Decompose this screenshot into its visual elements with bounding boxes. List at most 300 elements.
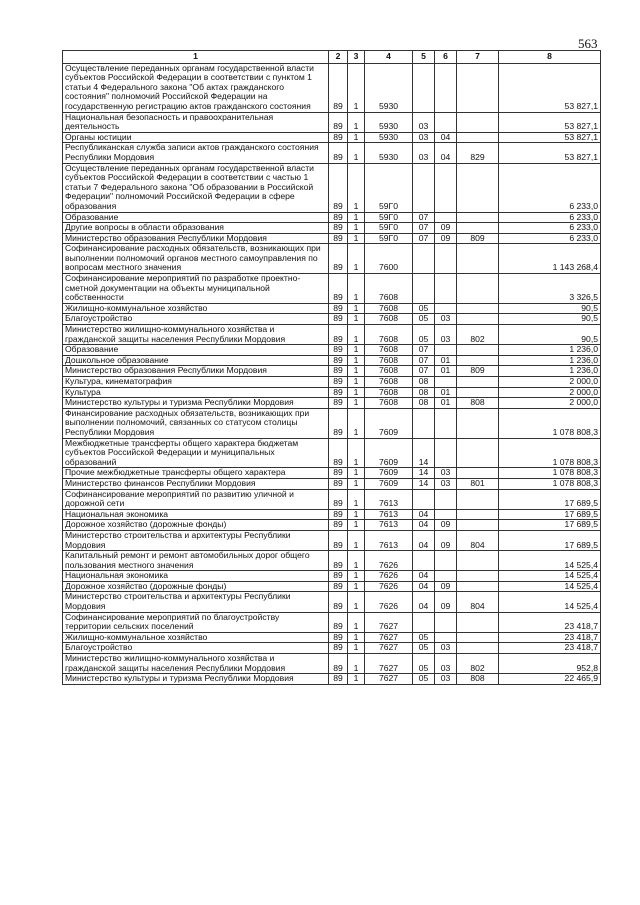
code-cell: 1 <box>348 489 365 509</box>
code-cell: 7613 <box>365 489 413 509</box>
name-cell: Дорожное хозяйство (дорожные фонды) <box>63 520 329 531</box>
name-cell: Национальная экономика <box>63 509 329 520</box>
code-cell: 7613 <box>365 530 413 550</box>
ministry-cell: 802 <box>457 325 499 345</box>
section-cell: 05 <box>413 632 435 643</box>
section-cell: 04 <box>413 509 435 520</box>
code-cell: 7609 <box>365 438 413 468</box>
table-row <box>63 509 601 520</box>
code-cell: 89 <box>329 612 348 632</box>
amount-cell: 17 689,5 <box>499 489 601 509</box>
code-cell: 89 <box>329 377 348 388</box>
amount-cell: 1 078 808,3 <box>499 408 601 438</box>
code-cell: 1 <box>348 314 365 325</box>
table-row <box>63 387 601 398</box>
code-cell: 7608 <box>365 398 413 409</box>
ministry-cell <box>457 520 499 531</box>
code-cell: 7626 <box>365 592 413 612</box>
name-cell: Жилищно-коммунальное хозяйство <box>63 303 329 314</box>
code-cell: 59Г0 <box>365 223 413 234</box>
table-row <box>63 643 601 654</box>
code-cell: 7608 <box>365 377 413 388</box>
table-row <box>63 112 601 132</box>
ministry-cell: 829 <box>457 143 499 163</box>
section-cell: 07 <box>413 212 435 223</box>
code-cell: 89 <box>329 223 348 234</box>
header-cell: 3 <box>348 51 365 64</box>
code-cell: 1 <box>348 398 365 409</box>
amount-cell: 90,5 <box>499 314 601 325</box>
name-cell: Министерство культуры и туризма Республики Мордовия <box>63 674 329 685</box>
section-cell <box>413 274 435 304</box>
code-cell: 7609 <box>365 468 413 479</box>
subsection-cell: 03 <box>435 654 457 674</box>
section-cell: 07 <box>413 223 435 234</box>
section-cell: 04 <box>413 530 435 550</box>
amount-cell: 1 236,0 <box>499 355 601 366</box>
code-cell: 89 <box>329 551 348 571</box>
subsection-cell: 09 <box>435 520 457 531</box>
name-cell: Органы юстиции <box>63 132 329 143</box>
amount-cell: 53 827,1 <box>499 132 601 143</box>
code-cell: 89 <box>329 325 348 345</box>
code-cell: 89 <box>329 438 348 468</box>
amount-cell: 1 236,0 <box>499 366 601 377</box>
name-cell: Осуществление переданных органам государственной власти субъектов Российской Федерации в соответствии с пунктом 1 статьи 4 Федерального закона "Об актах гражданского состояния" полномочий Российской Федерации на государственную регистрацию актов гражданского состояния <box>63 63 329 112</box>
code-cell: 1 <box>348 520 365 531</box>
name-cell: Министерство жилищно-коммунального хозяйства и гражданской защиты населения Республики Мордовия <box>63 654 329 674</box>
amount-cell: 22 465,9 <box>499 674 601 685</box>
ministry-cell: 804 <box>457 592 499 612</box>
code-cell: 1 <box>348 612 365 632</box>
name-cell: Осуществление переданных органам государственной власти субъектов Российской Федерации в соответствии с частью 1 статьи 7 Федерального закона "Об образовании в Российской Федерации" полномочий Российской Федерации в сфере образования <box>63 163 329 212</box>
code-cell: 1 <box>348 468 365 479</box>
code-cell: 1 <box>348 366 365 377</box>
code-cell: 1 <box>348 345 365 356</box>
name-cell: Культура, кинематография <box>63 377 329 388</box>
section-cell: 14 <box>413 468 435 479</box>
subsection-cell: 04 <box>435 132 457 143</box>
section-cell <box>413 612 435 632</box>
table-row <box>63 143 601 163</box>
subsection-cell: 03 <box>435 468 457 479</box>
subsection-cell: 03 <box>435 674 457 685</box>
code-cell: 89 <box>329 63 348 112</box>
subsection-cell <box>435 303 457 314</box>
amount-cell: 23 418,7 <box>499 612 601 632</box>
subsection-cell: 09 <box>435 530 457 550</box>
table-row <box>63 571 601 582</box>
subsection-cell <box>435 112 457 132</box>
code-cell: 7609 <box>365 478 413 489</box>
code-cell: 7613 <box>365 509 413 520</box>
table-row <box>63 592 601 612</box>
subsection-cell <box>435 551 457 571</box>
section-cell: 04 <box>413 571 435 582</box>
table-row <box>63 345 601 356</box>
code-cell: 7608 <box>365 355 413 366</box>
code-cell: 89 <box>329 643 348 654</box>
ministry-cell: 808 <box>457 398 499 409</box>
table-row <box>63 468 601 479</box>
section-cell: 08 <box>413 398 435 409</box>
subsection-cell: 09 <box>435 581 457 592</box>
subsection-cell: 01 <box>435 398 457 409</box>
section-cell: 07 <box>413 355 435 366</box>
code-cell: 1 <box>348 581 365 592</box>
table-row <box>63 366 601 377</box>
amount-cell: 23 418,7 <box>499 632 601 643</box>
ministry-cell <box>457 212 499 223</box>
subsection-cell: 09 <box>435 223 457 234</box>
header-cell: 5 <box>413 51 435 64</box>
table-row <box>63 355 601 366</box>
page-number: 563 <box>578 36 598 51</box>
name-cell: Другие вопросы в области образования <box>63 223 329 234</box>
code-cell: 1 <box>348 530 365 550</box>
code-cell: 1 <box>348 223 365 234</box>
subsection-cell <box>435 377 457 388</box>
amount-cell: 2 000,0 <box>499 377 601 388</box>
name-cell: Дорожное хозяйство (дорожные фонды) <box>63 581 329 592</box>
ministry-cell <box>457 314 499 325</box>
code-cell: 5930 <box>365 112 413 132</box>
amount-cell: 17 689,5 <box>499 520 601 531</box>
code-cell: 89 <box>329 581 348 592</box>
code-cell: 7608 <box>365 387 413 398</box>
code-cell: 89 <box>329 233 348 244</box>
code-cell: 1 <box>348 233 365 244</box>
name-cell: Софинансирование расходных обязательств, возникающих при выполнении полномочий органов местного самоуправления по вопросам местного значения <box>63 244 329 274</box>
table-row <box>63 314 601 325</box>
name-cell: Министерство образования Республики Мордовия <box>63 366 329 377</box>
code-cell: 89 <box>329 366 348 377</box>
code-cell: 7608 <box>365 325 413 345</box>
name-cell: Софинансирование мероприятий по развитию уличной и дорожной сети <box>63 489 329 509</box>
code-cell: 7600 <box>365 244 413 274</box>
table-row <box>63 398 601 409</box>
name-cell: Образование <box>63 345 329 356</box>
code-cell: 89 <box>329 345 348 356</box>
amount-cell: 17 689,5 <box>499 509 601 520</box>
section-cell: 04 <box>413 520 435 531</box>
code-cell: 89 <box>329 408 348 438</box>
subsection-cell <box>435 274 457 304</box>
table-row <box>63 612 601 632</box>
ministry-cell: 808 <box>457 674 499 685</box>
amount-cell: 6 233,0 <box>499 163 601 212</box>
name-cell: Национальная безопасность и правоохранительная деятельность <box>63 112 329 132</box>
name-cell: Образование <box>63 212 329 223</box>
table-body <box>63 63 601 684</box>
budget-table <box>62 50 601 685</box>
subsection-cell: 03 <box>435 314 457 325</box>
subsection-cell <box>435 612 457 632</box>
header-cell: 2 <box>329 51 348 64</box>
ministry-cell <box>457 274 499 304</box>
ministry-cell <box>457 377 499 388</box>
amount-cell: 1 078 808,3 <box>499 468 601 479</box>
name-cell: Благоустройство <box>63 314 329 325</box>
section-cell <box>413 163 435 212</box>
ministry-cell <box>457 163 499 212</box>
header-cell: 8 <box>499 51 601 64</box>
code-cell: 1 <box>348 408 365 438</box>
section-cell <box>413 489 435 509</box>
table-row <box>63 233 601 244</box>
amount-cell: 14 525,4 <box>499 581 601 592</box>
code-cell: 7627 <box>365 654 413 674</box>
ministry-cell <box>457 632 499 643</box>
code-cell: 1 <box>348 112 365 132</box>
amount-cell: 3 326,5 <box>499 274 601 304</box>
code-cell: 1 <box>348 143 365 163</box>
table-row <box>63 63 601 112</box>
header-cell: 7 <box>457 51 499 64</box>
name-cell: Министерство культуры и туризма Республики Мордовия <box>63 398 329 409</box>
ministry-cell: 802 <box>457 654 499 674</box>
code-cell: 7608 <box>365 366 413 377</box>
code-cell: 1 <box>348 63 365 112</box>
code-cell: 1 <box>348 654 365 674</box>
name-cell: Капитальный ремонт и ремонт автомобильных дорог общего пользования местного значения <box>63 551 329 571</box>
code-cell: 89 <box>329 489 348 509</box>
header-cell: 6 <box>435 51 457 64</box>
name-cell: Министерство финансов Республики Мордовия <box>63 478 329 489</box>
code-cell: 1 <box>348 387 365 398</box>
name-cell: Жилищно-коммунальное хозяйство <box>63 632 329 643</box>
amount-cell: 2 000,0 <box>499 398 601 409</box>
code-cell: 7626 <box>365 581 413 592</box>
code-cell: 1 <box>348 592 365 612</box>
ministry-cell <box>457 63 499 112</box>
ministry-cell <box>457 612 499 632</box>
section-cell <box>413 408 435 438</box>
name-cell: Национальная экономика <box>63 571 329 582</box>
code-cell: 89 <box>329 654 348 674</box>
name-cell: Министерство строительства и архитектуры Республики Мордовия <box>63 592 329 612</box>
amount-cell: 1 078 808,3 <box>499 478 601 489</box>
section-cell: 03 <box>413 143 435 163</box>
subsection-cell: 03 <box>435 478 457 489</box>
code-cell: 7608 <box>365 314 413 325</box>
code-cell: 89 <box>329 520 348 531</box>
table-row <box>63 212 601 223</box>
ministry-cell <box>457 112 499 132</box>
amount-cell: 1 143 268,4 <box>499 244 601 274</box>
ministry-cell: 809 <box>457 233 499 244</box>
section-cell <box>413 63 435 112</box>
subsection-cell <box>435 408 457 438</box>
subsection-cell <box>435 345 457 356</box>
ministry-cell: 804 <box>457 530 499 550</box>
code-cell: 1 <box>348 438 365 468</box>
name-cell: Культура <box>63 387 329 398</box>
ministry-cell <box>457 244 499 274</box>
code-cell: 89 <box>329 132 348 143</box>
code-cell: 89 <box>329 387 348 398</box>
section-cell: 14 <box>413 438 435 468</box>
subsection-cell: 09 <box>435 592 457 612</box>
code-cell: 59Г0 <box>365 212 413 223</box>
table-row <box>63 530 601 550</box>
subsection-cell: 04 <box>435 143 457 163</box>
table-row <box>63 478 601 489</box>
table-row <box>63 244 601 274</box>
amount-cell: 1 078 808,3 <box>499 438 601 468</box>
code-cell: 1 <box>348 274 365 304</box>
amount-cell: 6 233,0 <box>499 212 601 223</box>
code-cell: 89 <box>329 112 348 132</box>
table-row <box>63 581 601 592</box>
subsection-cell <box>435 438 457 468</box>
section-cell: 07 <box>413 233 435 244</box>
code-cell: 1 <box>348 325 365 345</box>
table-header-row <box>63 51 601 64</box>
name-cell: Республиканская служба записи актов гражданского состояния Республики Мордовия <box>63 143 329 163</box>
name-cell: Софинансирование мероприятий по благоустройству территории сельских поселений <box>63 612 329 632</box>
amount-cell: 53 827,1 <box>499 63 601 112</box>
code-cell: 89 <box>329 632 348 643</box>
table-row <box>63 520 601 531</box>
subsection-cell <box>435 509 457 520</box>
subsection-cell: 09 <box>435 233 457 244</box>
table-row <box>63 408 601 438</box>
ministry-cell <box>457 345 499 356</box>
code-cell: 7627 <box>365 674 413 685</box>
name-cell: Прочие межбюджетные трансферты общего характера <box>63 468 329 479</box>
section-cell: 04 <box>413 592 435 612</box>
ministry-cell <box>457 438 499 468</box>
ministry-cell: 809 <box>457 366 499 377</box>
subsection-cell: 01 <box>435 387 457 398</box>
amount-cell: 6 233,0 <box>499 233 601 244</box>
code-cell: 89 <box>329 530 348 550</box>
code-cell: 7626 <box>365 551 413 571</box>
subsection-cell: 03 <box>435 643 457 654</box>
code-cell: 89 <box>329 571 348 582</box>
table-row <box>63 223 601 234</box>
table-row <box>63 632 601 643</box>
name-cell: Министерство строительства и архитектуры Республики Мордовия <box>63 530 329 550</box>
ministry-cell <box>457 223 499 234</box>
ministry-cell <box>457 132 499 143</box>
section-cell: 05 <box>413 325 435 345</box>
code-cell: 1 <box>348 643 365 654</box>
subsection-cell: 01 <box>435 355 457 366</box>
amount-cell: 2 000,0 <box>499 387 601 398</box>
ministry-cell <box>457 387 499 398</box>
section-cell: 07 <box>413 366 435 377</box>
code-cell: 7613 <box>365 520 413 531</box>
table-row <box>63 132 601 143</box>
section-cell: 03 <box>413 132 435 143</box>
header-cell: 4 <box>365 51 413 64</box>
amount-cell: 23 418,7 <box>499 643 601 654</box>
subsection-cell: 03 <box>435 325 457 345</box>
code-cell: 1 <box>348 509 365 520</box>
code-cell: 1 <box>348 355 365 366</box>
section-cell: 08 <box>413 387 435 398</box>
code-cell: 89 <box>329 674 348 685</box>
section-cell: 08 <box>413 377 435 388</box>
code-cell: 1 <box>348 571 365 582</box>
code-cell: 7608 <box>365 303 413 314</box>
code-cell: 7608 <box>365 345 413 356</box>
code-cell: 1 <box>348 377 365 388</box>
code-cell: 5930 <box>365 132 413 143</box>
amount-cell: 952,8 <box>499 654 601 674</box>
subsection-cell <box>435 632 457 643</box>
ministry-cell <box>457 489 499 509</box>
code-cell: 89 <box>329 355 348 366</box>
name-cell: Министерство жилищно-коммунального хозяйства и гражданской защиты населения Республики Мордовия <box>63 325 329 345</box>
table-row <box>63 654 601 674</box>
ministry-cell <box>457 643 499 654</box>
code-cell: 1 <box>348 244 365 274</box>
code-cell: 7626 <box>365 571 413 582</box>
code-cell: 7627 <box>365 632 413 643</box>
code-cell: 89 <box>329 314 348 325</box>
table-row <box>63 303 601 314</box>
header-cell: 1 <box>63 51 329 64</box>
table-row <box>63 163 601 212</box>
ministry-cell <box>457 571 499 582</box>
amount-cell: 53 827,1 <box>499 143 601 163</box>
code-cell: 1 <box>348 478 365 489</box>
table-row <box>63 438 601 468</box>
code-cell: 7609 <box>365 408 413 438</box>
amount-cell: 90,5 <box>499 303 601 314</box>
amount-cell: 17 689,5 <box>499 530 601 550</box>
name-cell: Благоустройство <box>63 643 329 654</box>
code-cell: 1 <box>348 132 365 143</box>
subsection-cell: 01 <box>435 366 457 377</box>
code-cell: 1 <box>348 303 365 314</box>
section-cell: 05 <box>413 314 435 325</box>
code-cell: 89 <box>329 212 348 223</box>
amount-cell: 14 525,4 <box>499 571 601 582</box>
section-cell <box>413 551 435 571</box>
name-cell: Дошкольное образование <box>63 355 329 366</box>
amount-cell: 53 827,1 <box>499 112 601 132</box>
code-cell: 89 <box>329 244 348 274</box>
ministry-cell <box>457 303 499 314</box>
section-cell: 05 <box>413 303 435 314</box>
subsection-cell <box>435 244 457 274</box>
code-cell: 89 <box>329 143 348 163</box>
subsection-cell <box>435 63 457 112</box>
code-cell: 89 <box>329 303 348 314</box>
name-cell: Министерство образования Республики Мордовия <box>63 233 329 244</box>
table-row <box>63 489 601 509</box>
code-cell: 1 <box>348 674 365 685</box>
ministry-cell <box>457 468 499 479</box>
code-cell: 59Г0 <box>365 163 413 212</box>
name-cell: Софинансирование мероприятий по разработке проектно-сметной документации на объекты муниципальной собственности <box>63 274 329 304</box>
section-cell: 05 <box>413 674 435 685</box>
code-cell: 7627 <box>365 643 413 654</box>
amount-cell: 14 525,4 <box>499 551 601 571</box>
ministry-cell <box>457 408 499 438</box>
name-cell: Финансирование расходных обязательств, возникающих при выполнении полномочий, связанных со статусом столицы Республики Мордовия <box>63 408 329 438</box>
subsection-cell <box>435 571 457 582</box>
code-cell: 1 <box>348 163 365 212</box>
section-cell: 14 <box>413 478 435 489</box>
code-cell: 7627 <box>365 612 413 632</box>
code-cell: 1 <box>348 632 365 643</box>
section-cell: 07 <box>413 345 435 356</box>
